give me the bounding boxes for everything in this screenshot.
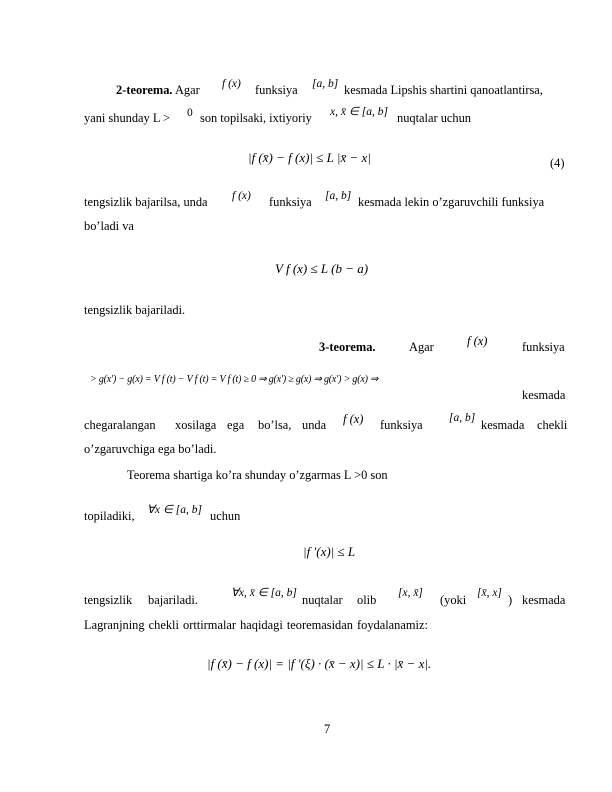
interval-1: [x, x̄]: [398, 587, 423, 599]
theorem2-line3-a: tengsizlik bajarilsa, unda: [84, 195, 208, 209]
theorem3-line2-d: bo’lsa,: [258, 418, 292, 432]
theorem2-line2-c: nuqtalar uchun: [397, 111, 471, 125]
theorem2-line1-c: kesmada Lipshis shartini qanoatlantirsa,: [344, 83, 543, 97]
theorem2-line5: tengsizlik bajariladi.: [84, 303, 186, 317]
theorem3-line6-b: bajariladi.: [148, 593, 198, 607]
theorem3-line2-b: xosilaga: [175, 418, 217, 432]
theorem2-line2-b: son topilsaki, ixtiyoriy: [200, 111, 312, 125]
theorem3-line5-a: topiladiki,: [84, 509, 135, 523]
theorem3-line2-c: ega: [227, 418, 245, 432]
equation-number-4: (4): [550, 156, 565, 170]
theorem3-line7: Lagranjning chekli orttirmalar haqidagi teoremasidan foydalanamiz:: [84, 618, 428, 632]
theorem3-line6-e: (yoki: [440, 593, 467, 607]
formula-4: |f (x̄) − f (x)| ≤ L |x̄ − x|: [248, 150, 371, 165]
theorem3-line2-a: chegaralangan: [84, 418, 156, 432]
theorem3-funksiya: funksiya: [522, 340, 565, 354]
theorem3-line6-d: olib: [357, 593, 377, 607]
theorem2-line3-b: funksiya: [269, 195, 312, 209]
fx-symbol: f (x): [222, 78, 241, 90]
formula-derivative: |f ′(x)| ≤ L: [303, 544, 356, 559]
theorem3-line6-g: kesmada: [522, 593, 566, 607]
variation-chain: > g(x′) − g(x) = V f (t) − V f (t) = V f (t) ≥ 0 ⇒ g(x′) ≥ g(x) ⇒ g(x′) > g(x) ⇒: [90, 374, 379, 385]
zero-symbol: 0: [187, 107, 193, 119]
theorem2-line4: bo’ladi va: [84, 219, 134, 233]
theorem3-heading-line: [319, 341, 376, 353]
theorem3-line2-e: unda: [302, 418, 327, 432]
theorem3-line6-a: tengsizlik: [84, 593, 133, 607]
forall-symbol: ∀x ∈ [a, b]: [147, 504, 202, 516]
theorem2-line1-a: Agar: [174, 83, 200, 97]
theorem3-agar: Agar: [409, 340, 434, 354]
xxbar-symbol: x, x̄ ∈ [a, b]: [330, 106, 388, 118]
theorem2-line1: [116, 84, 200, 96]
theorem3-line6-c: nuqtalar: [302, 593, 343, 607]
theorem3-line6-f: ): [508, 593, 513, 607]
forall-symbol-2: ∀x, x̄ ∈ [a, b]: [231, 587, 297, 599]
fx-symbol-3: f (x): [467, 334, 488, 348]
theorem3-heading: 3-teorema.: [319, 340, 376, 354]
theorem2-line2-a: yani shunday L >: [84, 111, 171, 125]
fx-symbol-2: f (x): [232, 190, 251, 202]
theorem3-line5-b: uchun: [210, 509, 241, 523]
theorem3-line2-f: funksiya: [380, 418, 423, 432]
theorem2-line3-c: kesmada lekin o’zgaruvchili funksiya: [358, 195, 545, 209]
theorem2-line1-b: funksiya: [255, 83, 298, 97]
theorem3-line2-h: chekli: [537, 418, 568, 432]
interval-2: [x̄, x]: [477, 587, 502, 599]
fx-symbol-4: f (x): [343, 412, 364, 426]
ab-symbol-3: [a, b]: [449, 412, 476, 424]
theorem3-line2-g: kesmada: [481, 418, 525, 432]
theorem3-line4: Teorema shartiga ko’ra shunday o’zgarmas L >0 son: [127, 468, 388, 482]
theorem3-line3: o’zgaruvchiga ega bo’ladi.: [84, 442, 217, 456]
theorem3-kesmada: kesmada: [522, 388, 566, 402]
ab-symbol-2: [a, b]: [325, 190, 352, 202]
ab-symbol: [a, b]: [312, 78, 339, 90]
page-number: 7: [324, 722, 331, 736]
theorem2-heading: 2-teorema.: [116, 83, 173, 97]
formula-final: |f (x̄) − f (x)| = |f ′(ξ) · (x̄ − x)| ≤ L · |x̄ − x|.: [207, 656, 432, 671]
formula-variation: V f (x) ≤ L (b − a): [275, 261, 369, 276]
